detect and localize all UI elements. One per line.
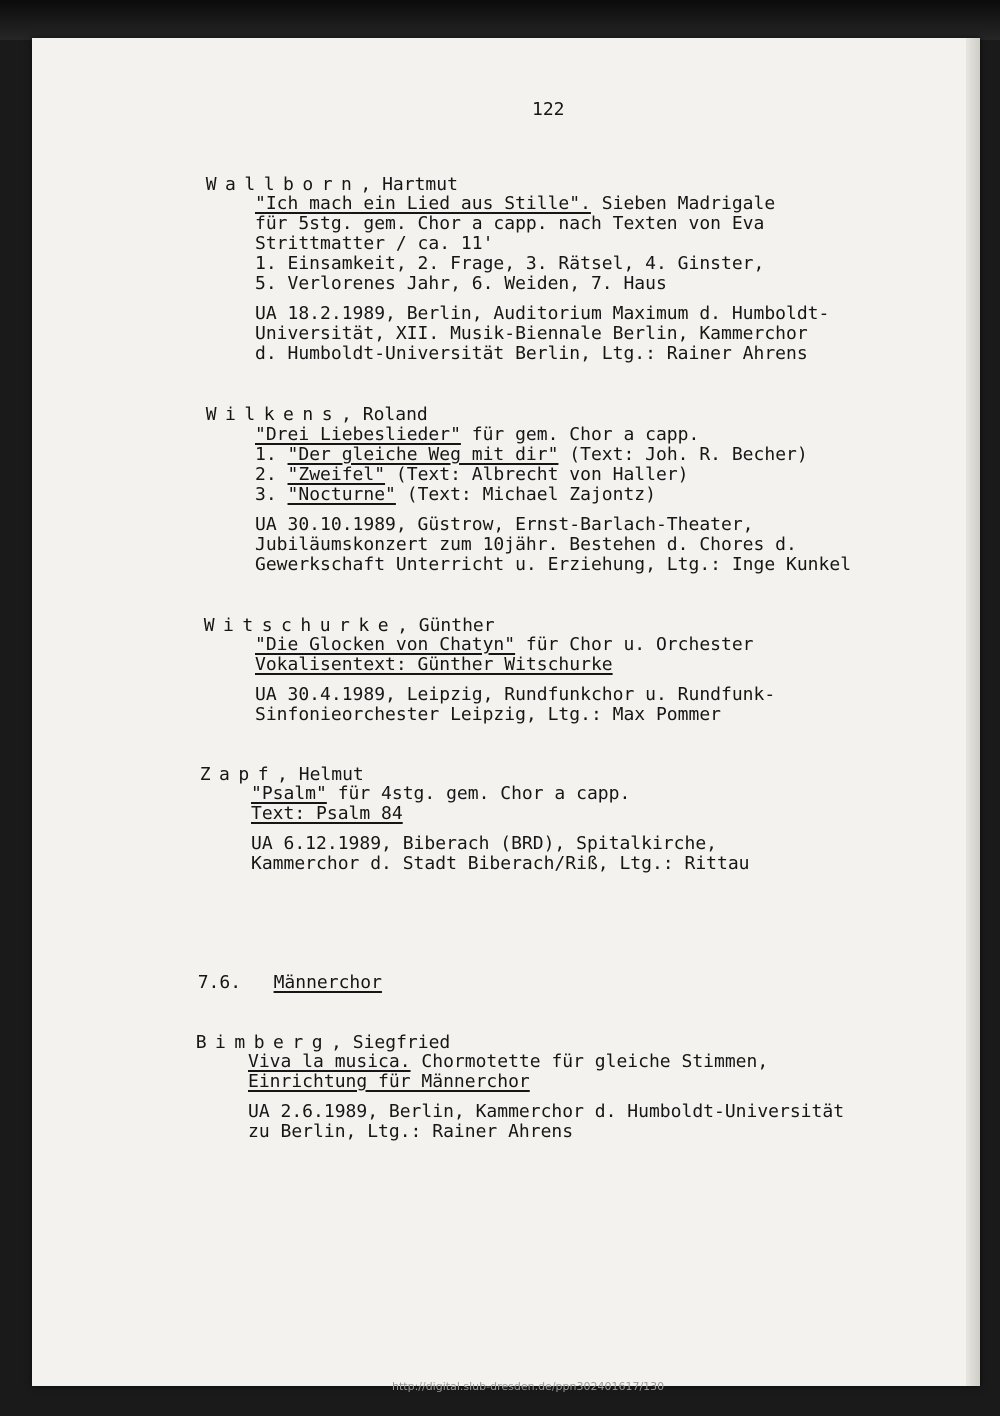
- work-line: für 5stg. gem. Chor a capp. nach Texten von Eva: [255, 213, 765, 234]
- composer-surname: Wallborn: [205, 174, 361, 195]
- composer-firstname: Helmut: [298, 764, 364, 785]
- premiere-line: Jubiläumskonzert zum 10jähr. Bestehen d. Chores d.: [255, 534, 797, 555]
- composer-heading: Witschurke, Günther: [203, 615, 495, 636]
- work-entry: [251, 784, 750, 874]
- premiere-line: UA 2.6.1989, Berlin, Kammerchor d. Humboldt-Universität: [248, 1101, 845, 1122]
- section-number: 7.6.: [197, 972, 242, 993]
- book-binding: [0, 0, 1000, 40]
- composer-heading: Bimberg, Siegfried: [195, 1032, 451, 1053]
- composer-heading: Wallborn, Hartmut: [205, 174, 458, 195]
- premiere-line: UA 18.2.1989, Berlin, Auditorium Maximum d. Humboldt-: [255, 303, 830, 324]
- work-description: für 4stg. gem. Chor a capp.: [326, 783, 631, 804]
- song-item: 3. "Nocturne" (Text: Michael Zajontz): [255, 484, 656, 505]
- work-line: 5. Verlorenes Jahr, 6. Weiden, 7. Haus: [255, 273, 667, 294]
- composer-heading: Zapf, Helmut: [199, 764, 364, 785]
- page-number: 122: [532, 99, 565, 120]
- premiere-line: UA 6.12.1989, Biberach (BRD), Spitalkirche,: [251, 833, 717, 854]
- section-title: Männerchor: [273, 972, 382, 993]
- work-text-credit: Vokalisentext: Günther Witschurke: [255, 654, 613, 675]
- composer-firstname: Siegfried: [352, 1032, 451, 1053]
- work-line: 1. Einsamkeit, 2. Frage, 3. Rätsel, 4. Ginster,: [255, 253, 765, 274]
- composer-surname: Witschurke: [203, 615, 398, 636]
- section-heading: [176, 951, 382, 993]
- work-text-credit: Text: Psalm 84: [251, 803, 403, 824]
- composer-firstname: Günther: [418, 615, 495, 636]
- composer-surname: Wilkens: [205, 404, 342, 425]
- page-edge: [966, 38, 980, 1386]
- premiere-line: d. Humboldt-Universität Berlin, Ltg.: Rainer Ahrens: [255, 343, 808, 364]
- work-title: "Die Glocken von Chatyn": [255, 634, 516, 655]
- composer-firstname: Roland: [362, 404, 428, 425]
- premiere-line: UA 30.10.1989, Güstrow, Ernst-Barlach-Theater,: [255, 514, 754, 535]
- song-item: 1. "Der gleiche Weg mit dir" (Text: Joh. R. Becher): [255, 444, 808, 465]
- composer-surname: Bimberg: [195, 1032, 332, 1053]
- work-title: "Psalm": [251, 783, 327, 804]
- work-description: Sieben Madrigale: [590, 193, 776, 214]
- work-entry: [255, 194, 829, 364]
- premiere-line: UA 30.4.1989, Leipzig, Rundfunkchor u. Rundfunk-: [255, 684, 776, 705]
- song-title: "Der gleiche Weg mit dir": [287, 444, 559, 465]
- work-title: Viva la musica.: [248, 1051, 411, 1072]
- work-description: für Chor u. Orchester: [515, 634, 754, 655]
- premiere-line: Universität, XII. Musik-Biennale Berlin, Kammerchor: [255, 323, 808, 344]
- premiere-line: Kammerchor d. Stadt Biberach/Riß, Ltg.: Rittau: [251, 853, 750, 874]
- work-description: für gem. Chor a capp.: [460, 424, 700, 445]
- work-description: Chormotette für gleiche Stimmen,: [410, 1051, 769, 1072]
- work-arrangement: Einrichtung für Männerchor: [248, 1071, 530, 1092]
- composer-heading: Wilkens, Roland: [205, 404, 428, 425]
- work-entry: [248, 1052, 844, 1142]
- song-item: 2. "Zweifel" (Text: Albrecht von Haller): [255, 464, 689, 485]
- work-line: Strittmatter / ca. 11': [255, 233, 494, 254]
- song-title: "Zweifel": [287, 464, 386, 485]
- premiere-line: Sinfonieorchester Leipzig, Ltg.: Max Pommer: [255, 704, 721, 725]
- composer-surname: Zapf: [199, 764, 278, 785]
- premiere-line: zu Berlin, Ltg.: Rainer Ahrens: [248, 1121, 574, 1142]
- work-entry: [255, 635, 775, 725]
- composer-firstname: Hartmut: [382, 174, 458, 195]
- work-title: "Drei Liebeslieder": [255, 424, 461, 445]
- song-title: "Nocturne": [287, 484, 396, 505]
- source-url: http://digital.slub-dresden.de/ppn302401617/130: [392, 1380, 665, 1393]
- work-entry: [255, 425, 851, 575]
- premiere-line: Gewerkschaft Unterricht u. Erziehung, Ltg.: Inge Kunkel: [255, 554, 852, 575]
- work-title: "Ich mach ein Lied aus Stille".: [255, 193, 591, 214]
